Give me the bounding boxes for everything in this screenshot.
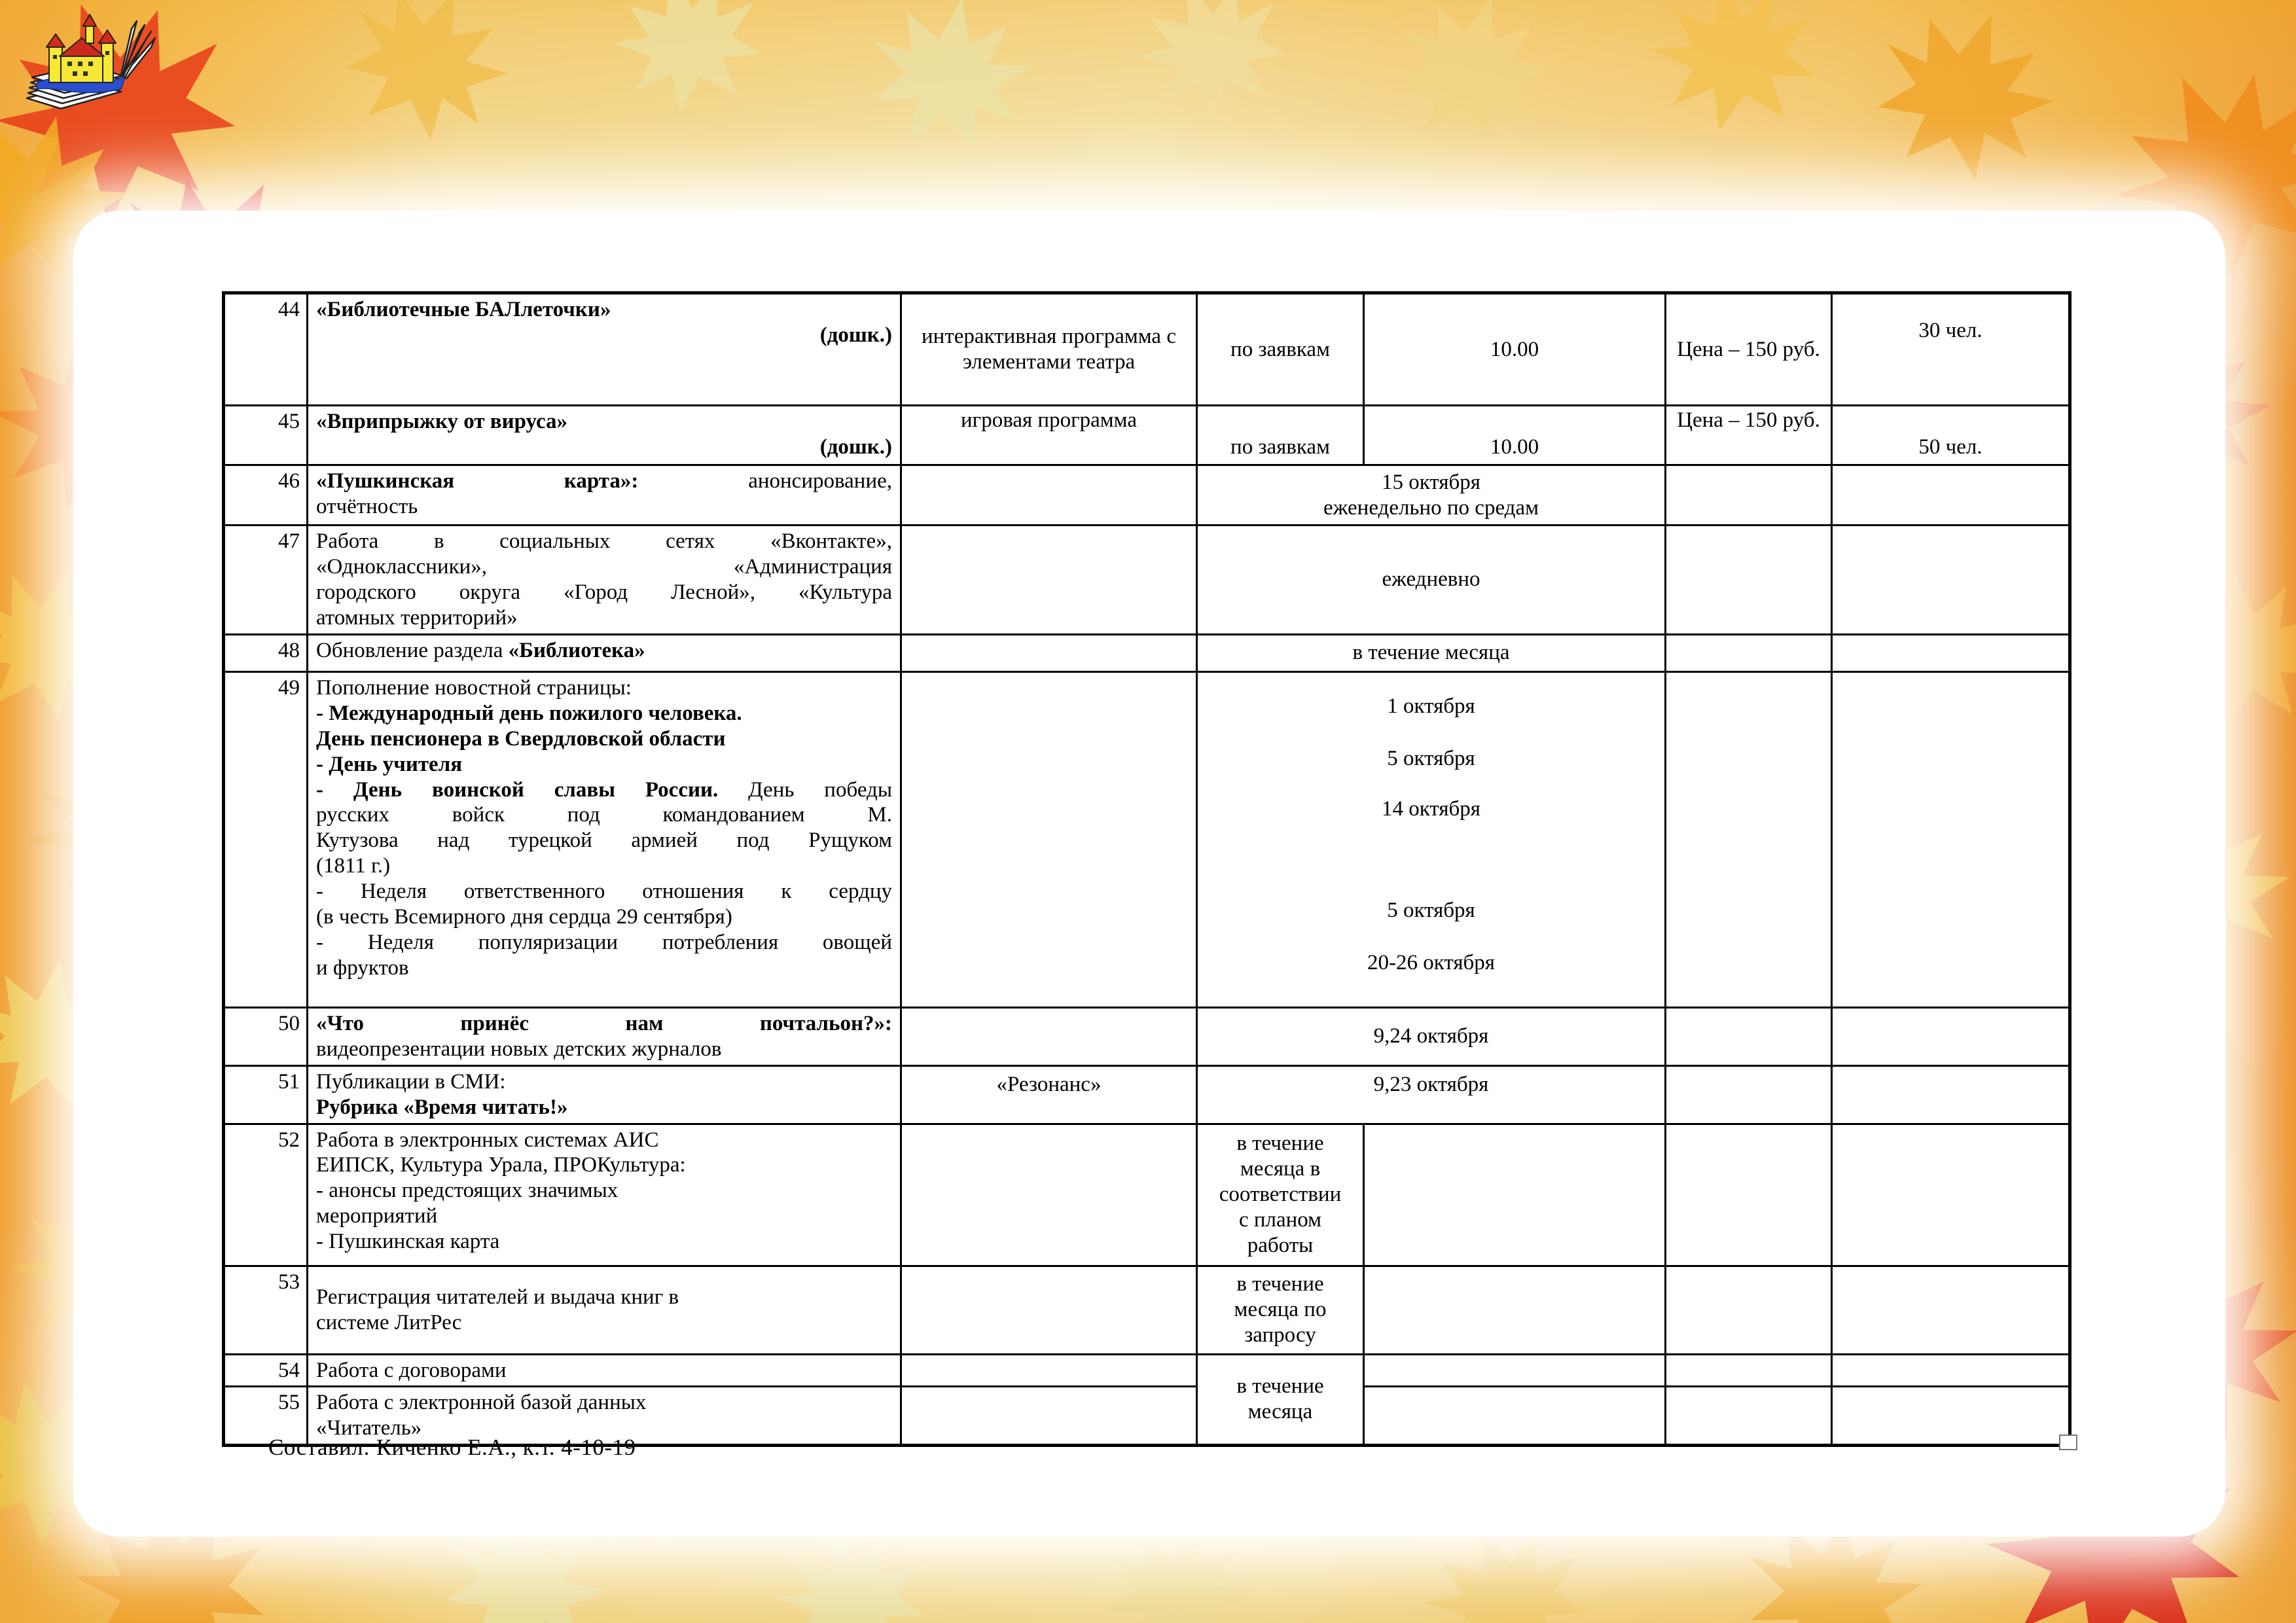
table-row-46: [224, 465, 2070, 526]
row-46-capacity-cell: [1832, 465, 2070, 526]
row-45-date-cell: по заявкам: [1197, 406, 1364, 465]
row-48-number: 48: [224, 634, 308, 671]
row-46-date-cell: 15 октября еженедельно по средам: [1197, 465, 1666, 526]
row-55-time-cell: [1364, 1387, 1666, 1446]
row-48-form-cell: [901, 634, 1197, 671]
row-48-title-cell: Обновление раздела «Библиотека»: [308, 634, 901, 671]
row-49-title-cell: Пополнение новостной страницы: - Международный день пожилого человека. День пенсионера в Свердловской области - День учителя - День воинской славы России. День победы русских войск под командованием М. Кутузова над турецкой армией под Рущуком (1811 г.) - Неделя ответственного отношения к сердцу (в честь Всемирного дня сердца 29 сентября) - Неделя популяризации потребления овощей и фруктов: [308, 671, 901, 1007]
row-48-date-cell: в течение месяца: [1197, 634, 1666, 671]
row-52-date-cell: в течение месяца в соответствии с планом работы: [1197, 1124, 1364, 1266]
table-row-50: [224, 1007, 2070, 1065]
row-49-date-cell: 1 октября 5 октября 14 октября 5 октября 20-26 октября: [1197, 671, 1666, 1007]
row-47-form-cell: [901, 526, 1197, 635]
row-55-capacity-cell: [1832, 1387, 2070, 1446]
row-47-price-cell: [1666, 526, 1832, 635]
table-row-44: [224, 293, 2070, 406]
row-53-price-cell: [1666, 1266, 1832, 1354]
row-53-capacity-cell: [1832, 1266, 2070, 1354]
row-50-number: 50: [224, 1007, 308, 1065]
row-50-date-cell: 9,24 октября: [1197, 1007, 1666, 1065]
row-53-form-cell: [901, 1266, 1197, 1354]
row-51-title-cell: Публикации в СМИ: Рубрика «Время читать!»: [308, 1065, 901, 1124]
row-51-date-cell: 9,23 октября: [1197, 1065, 1666, 1124]
row-47-date-cell: ежедневно: [1197, 526, 1666, 635]
row-49-number: 49: [224, 671, 308, 1007]
row-44-form-cell: интерактивная программа с элементами театра: [901, 293, 1197, 406]
row-50-capacity-cell: [1832, 1007, 2070, 1065]
event-title: «Библиотечные БАЛлеточки»: [316, 298, 611, 321]
row-55-form-cell: [901, 1387, 1197, 1446]
row-48-capacity-cell: [1832, 634, 2070, 671]
row-52-form-cell: [901, 1124, 1197, 1266]
row-53-date-cell: в течение месяца по запросу: [1197, 1266, 1364, 1354]
row-55-title-cell: Работа с электронной базой данных «Читатель»: [308, 1387, 901, 1446]
row-50-form-cell: [901, 1007, 1197, 1065]
row-54-title-cell: Работа с договорами: [308, 1354, 901, 1387]
row-54-capacity-cell: [1832, 1354, 2070, 1387]
table-row-48: [224, 634, 2070, 671]
row-47-number: 47: [224, 526, 308, 635]
row-51-capacity-cell: [1832, 1065, 2070, 1124]
row-53-time-cell: [1364, 1266, 1666, 1354]
row-48-price-cell: [1666, 634, 1832, 671]
table-row-53: [224, 1266, 2070, 1354]
row-44-time-cell: 10.00: [1364, 293, 1666, 406]
books-castle-logo-icon: [23, 9, 157, 127]
row-51-form-cell: «Резонанс»: [901, 1065, 1197, 1124]
row-46-number: 46: [224, 465, 308, 526]
table-row-47: [224, 526, 2070, 635]
row-44-number: 44: [224, 293, 308, 406]
row-47-title-cell: Работа в социальных сетях «Вконтакте», «Одноклассники», «Администрация городского округа «Город Лесной», «Культура атомных территорий»: [308, 526, 901, 635]
row-52-price-cell: [1666, 1124, 1832, 1266]
row-54-price-cell: [1666, 1354, 1832, 1387]
monthly-plan-table: [222, 291, 2072, 1447]
anchor-square-icon: [2059, 1435, 2077, 1450]
row-52-time-cell: [1364, 1124, 1666, 1266]
row-52-capacity-cell: [1832, 1124, 2070, 1266]
row-49-capacity-cell: [1832, 671, 2070, 1007]
row-45-capacity-cell: 50 чел.: [1832, 406, 2070, 465]
event-title: «Вприпрыжку от вируса»: [316, 410, 568, 433]
row-45-form-cell: игровая программа: [901, 406, 1197, 465]
row-55-price-cell: [1666, 1387, 1832, 1446]
row-47-capacity-cell: [1832, 526, 2070, 635]
row-44-date-cell: по заявкам: [1197, 293, 1364, 406]
row-49-form-cell: [901, 671, 1197, 1007]
table-row-45: [224, 406, 2070, 465]
row-54-number: 54: [224, 1354, 308, 1387]
event-audience: (дошк.): [819, 435, 892, 459]
row-52-number: 52: [224, 1124, 308, 1266]
row-45-title-cell: [308, 406, 901, 465]
row-46-title-cell: «Пушкинская карта»: анонсирование, отчётность: [308, 465, 901, 526]
table-row-51: [224, 1065, 2070, 1124]
row-44-capacity-cell: 30 чел.: [1832, 293, 2070, 406]
row-50-title-cell: «Что принёс нам почтальон?»: видеопрезентации новых детских журналов: [308, 1007, 901, 1065]
table-row-54: [224, 1354, 2070, 1387]
row-44-price-cell: Цена – 150 руб.: [1666, 293, 1832, 406]
compiled-by-note: Составил: Киченко Е.А., к.т. 4-10-19: [268, 1435, 636, 1460]
row-49-price-cell: [1666, 671, 1832, 1007]
row-51-number: 51: [224, 1065, 308, 1124]
row-55-number: 55: [224, 1387, 308, 1446]
row-44-title-cell: [308, 293, 901, 406]
table-row-49: [224, 671, 2070, 1007]
event-audience: (дошк.): [819, 323, 892, 347]
row-45-price-cell: Цена – 150 руб.: [1666, 406, 1832, 465]
row-54-55-date-cell: в течение месяца: [1197, 1354, 1364, 1446]
table-row-52: [224, 1124, 2070, 1266]
row-45-number: 45: [224, 406, 308, 465]
row-50-price-cell: [1666, 1007, 1832, 1065]
row-52-title-cell: Работа в электронных системах АИС ЕИПСК, Культура Урала, ПРОКультура: - анонсы предстоящих значимых мероприятий - Пушкинская карта: [308, 1124, 901, 1266]
row-46-price-cell: [1666, 465, 1832, 526]
row-54-time-cell: [1364, 1354, 1666, 1387]
row-54-form-cell: [901, 1354, 1197, 1387]
row-46-form-cell: [901, 465, 1197, 526]
row-45-time-cell: 10.00: [1364, 406, 1666, 465]
row-53-number: 53: [224, 1266, 308, 1354]
row-51-price-cell: [1666, 1065, 1832, 1124]
row-53-title-cell: Регистрация читателей и выдача книг в системе ЛитРес: [308, 1266, 901, 1354]
